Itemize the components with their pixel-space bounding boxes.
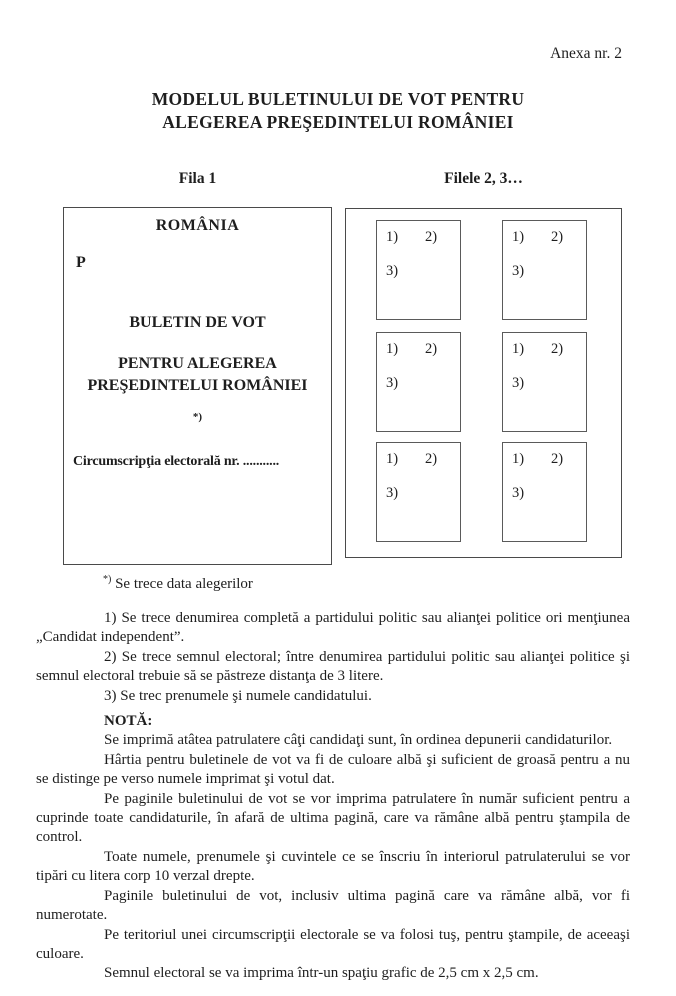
item-3-label: 3): [386, 263, 399, 279]
note-paragraph-7: Semnul electoral se va imprima într-un spaţiu grafic de 2,5 cm x 2,5 cm.: [104, 965, 539, 982]
item-3-label: 3): [386, 485, 399, 501]
footnote-text: Se trece data alegerilor: [111, 576, 253, 592]
district-line: Circumscripţia electorală nr. ...........: [73, 454, 280, 469]
candidate-box: [502, 442, 587, 542]
ballots-grid-box: [345, 208, 622, 558]
item-2-label: 2): [425, 229, 438, 245]
footnote-marker: *): [103, 574, 112, 585]
note-heading: NOTĂ:: [104, 713, 153, 730]
candidate-box: [502, 332, 587, 432]
ballot-front-box: [63, 207, 332, 565]
item-1-label: 1): [512, 229, 525, 245]
item-1-label: 1): [386, 341, 399, 357]
item-3-label: 3): [386, 375, 399, 391]
candidate-box: [376, 332, 461, 432]
candidate-box: [502, 220, 587, 320]
item-2-label: 2): [551, 341, 564, 357]
footnote-marker: *): [192, 411, 203, 423]
item-2-label: 2): [425, 451, 438, 467]
ballot-heading: BULETIN DE VOT: [129, 314, 266, 331]
ballot-subheading-line-1: PENTRU ALEGEREA: [118, 355, 277, 372]
legend-paragraph-3: 3) Se trec prenumele şi numele candidatului.: [104, 687, 372, 704]
item-3-label: 3): [512, 375, 525, 391]
page-title: [0, 88, 676, 134]
note-paragraph-6: Pe teritoriul unei circumscripţii electorale se va folosi tuş, pentru ştampile, de aceeaşi culoare.: [36, 926, 630, 962]
ballot-subheading: [64, 353, 331, 397]
annex-label: Anexa nr. 2: [550, 45, 622, 62]
filele-label: Filele 2, 3…: [444, 170, 523, 187]
fila1-label: Fila 1: [178, 170, 217, 187]
item-3-label: 3): [512, 263, 525, 279]
country-heading: ROMÂNIA: [155, 217, 240, 234]
note-paragraph-2: Hârtia pentru buletinele de vot va fi de culoare albă şi suficient de groasă pentru a nu se distinge pe verso numele imprimat şi votul dat.: [36, 751, 630, 788]
body-text: [36, 609, 630, 984]
note-paragraph-4: Toate numele, prenumele şi cuvintele ce se înscriu în interiorul patrulaterului se vor tipări cu litera corp 10 verzal drepte.: [36, 848, 630, 885]
item-2-label: 2): [551, 451, 564, 467]
item-3-label: 3): [512, 485, 525, 501]
page-title-line-2: ALEGEREA PREŞEDINTELUI ROMÂNIEI: [162, 112, 514, 132]
item-2-label: 2): [425, 341, 438, 357]
ballot-subheading-line-2: PREŞEDINTELUI ROMÂNIEI: [87, 377, 308, 394]
page-title-line-1: MODELUL BULETINULUI DE VOT PENTRU: [151, 89, 525, 109]
footnote-line: [103, 574, 253, 593]
note-paragraph-1: Se imprimă atâtea patrulatere câţi candidaţi sunt, în ordinea depunerii candidaturilor.: [104, 732, 613, 749]
candidate-box: [376, 442, 461, 542]
item-1-label: 1): [386, 451, 399, 467]
item-2-label: 2): [551, 229, 564, 245]
candidate-box: [376, 220, 461, 320]
note-paragraph-5: Paginile buletinului de vot, inclusiv ultima pagină care va rămâne albă, vor fi numerotate.: [36, 887, 630, 924]
item-1-label: 1): [512, 341, 525, 357]
item-1-label: 1): [386, 229, 399, 245]
legend-paragraph-2: 2) Se trece semnul electoral; între denumirea partidului politic sau alianţei politice şi semnul electoral trebuie să se păstreze distanţa de 3 litere.: [36, 648, 630, 685]
item-1-label: 1): [512, 451, 525, 467]
corner-letter: P: [76, 254, 86, 271]
note-paragraph-3: Pe paginile buletinului de vot se vor imprima patrulatere în număr suficient pentru a cuprinde toate candidaturile, în afară de ultima pagină, care va rămâne albă pentru ştampila de control.: [36, 790, 630, 846]
legend-paragraph-1: 1) Se trece denumirea completă a partidului politic sau alianţei politice ori menţiunea „Candidat independent”.: [36, 610, 630, 646]
